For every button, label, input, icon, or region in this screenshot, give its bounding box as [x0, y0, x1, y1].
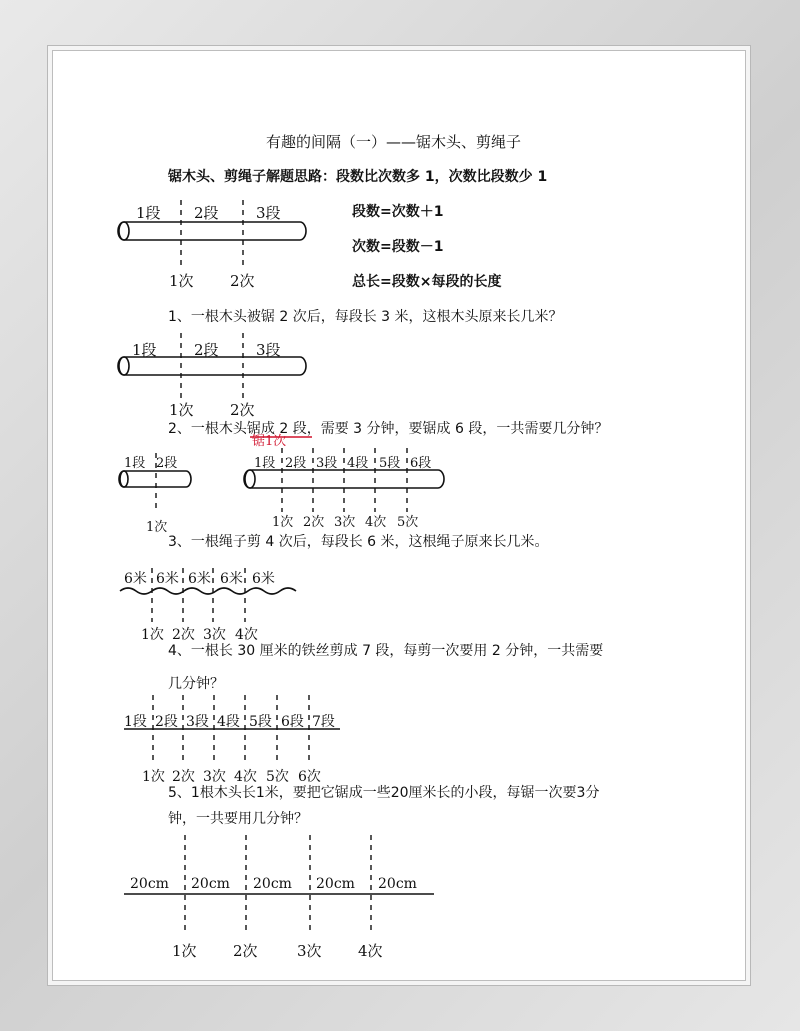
- q5-segment-label: 20cm: [130, 876, 169, 892]
- q2-segment-label: 1段: [254, 456, 276, 471]
- question-5-continued: 钟，一共要用几分钟？: [168, 811, 308, 827]
- example-cut-label: 2次: [230, 272, 255, 290]
- q4-segment-label: 6段: [281, 714, 304, 730]
- q4-cut-label: 6次: [298, 769, 321, 785]
- q4-cut-label: 4次: [234, 769, 257, 785]
- example-segment-label: 1段: [136, 204, 161, 222]
- q3-segment-label: 6米: [156, 571, 179, 587]
- example-segment-label: 2段: [194, 204, 219, 222]
- q1-cut-label: 2次: [230, 401, 255, 419]
- q2-small-segment-label: 1段: [124, 456, 146, 471]
- formula-total-length: 总长=段数×每段的长度: [352, 274, 502, 290]
- solution-principle: 锯木头、剪绳子解题思路：段数比次数多 1，次数比段数少 1: [168, 169, 548, 185]
- question-1: 1、一根木头被锯 2 次后，每段长 3 米，这根木头原来长几米？: [168, 309, 563, 325]
- q4-cut-label: 3次: [203, 769, 226, 785]
- question-2: 2、一根木头锯成 2 段，需要 3 分钟，要锯成 6 段，一共需要几分钟？: [168, 421, 609, 437]
- q4-segment-label: 5段: [249, 714, 272, 730]
- q4-segment-label: 4段: [217, 714, 240, 730]
- q3-segment-label: 6米: [252, 571, 275, 587]
- question-4-continued: 几分钟？: [168, 676, 224, 692]
- q3-cut-label: 1次: [141, 627, 164, 643]
- q3-segment-label: 6米: [220, 571, 243, 587]
- q2-small-segment-label: 2段: [156, 456, 178, 471]
- q5-segment-label: 20cm: [378, 876, 417, 892]
- q1-cut-label: 1次: [169, 401, 194, 419]
- q3-cut-label: 2次: [172, 627, 195, 643]
- q5-cut-label: 1次: [172, 942, 197, 960]
- q5-cut-label: 3次: [297, 942, 322, 960]
- q4-cut-label: 2次: [172, 769, 195, 785]
- q2-cut-label: 2次: [303, 515, 325, 530]
- example-cut-label: 1次: [169, 272, 194, 290]
- q4-segment-label: 3段: [186, 714, 209, 730]
- q4-segment-label: 1段: [124, 714, 147, 730]
- q2-cut-label: 5次: [397, 515, 419, 530]
- q2-segment-label: 5段: [379, 456, 401, 471]
- q1-segment-label: 1段: [132, 341, 157, 359]
- q2-segment-label: 4段: [347, 456, 369, 471]
- q2-cut-label: 4次: [365, 515, 387, 530]
- q2-cut-label: 3次: [334, 515, 356, 530]
- q4-segment-label: 2段: [155, 714, 178, 730]
- page-title: 有趣的间隔（一）——锯木头、剪绳子: [266, 133, 522, 151]
- q2-segment-label: 6段: [410, 456, 432, 471]
- q2-red-note: 锯1次: [252, 434, 287, 449]
- q3-segment-label: 6米: [188, 571, 211, 587]
- q4-segment-label: 7段: [312, 714, 335, 730]
- formula-segments: 段数=次数＋1: [352, 204, 444, 220]
- q3-cut-label: 4次: [235, 627, 258, 643]
- formula-cuts: 次数=段数－1: [352, 239, 444, 255]
- question-3: 3、一根绳子剪 4 次后，每段长 6 米，这根绳子原来长几米。: [168, 534, 549, 550]
- q2-segment-label: 3段: [316, 456, 338, 471]
- q5-segment-label: 20cm: [253, 876, 292, 892]
- q3-cut-label: 3次: [203, 627, 226, 643]
- q2-small-cut-label: 1次: [146, 520, 168, 535]
- q4-cut-label: 1次: [142, 769, 165, 785]
- q2-segment-label: 2段: [285, 456, 307, 471]
- q1-segment-label: 3段: [256, 341, 281, 359]
- q2-cut-label: 1次: [272, 515, 294, 530]
- q4-cut-label: 5次: [266, 769, 289, 785]
- question-5: 5、1根木头长1米，要把它锯成一些20厘米长的小段，每锯一次要3分: [168, 785, 600, 801]
- q3-segment-label: 6米: [124, 571, 147, 587]
- q5-segment-label: 20cm: [316, 876, 355, 892]
- q5-cut-label: 2次: [233, 942, 258, 960]
- question-4: 4、一根长 30 厘米的铁丝剪成 7 段，每剪一次要用 2 分钟，一共需要: [168, 643, 604, 659]
- q5-cut-label: 4次: [358, 942, 383, 960]
- q1-segment-label: 2段: [194, 341, 219, 359]
- example-segment-label: 3段: [256, 204, 281, 222]
- q5-segment-label: 20cm: [191, 876, 230, 892]
